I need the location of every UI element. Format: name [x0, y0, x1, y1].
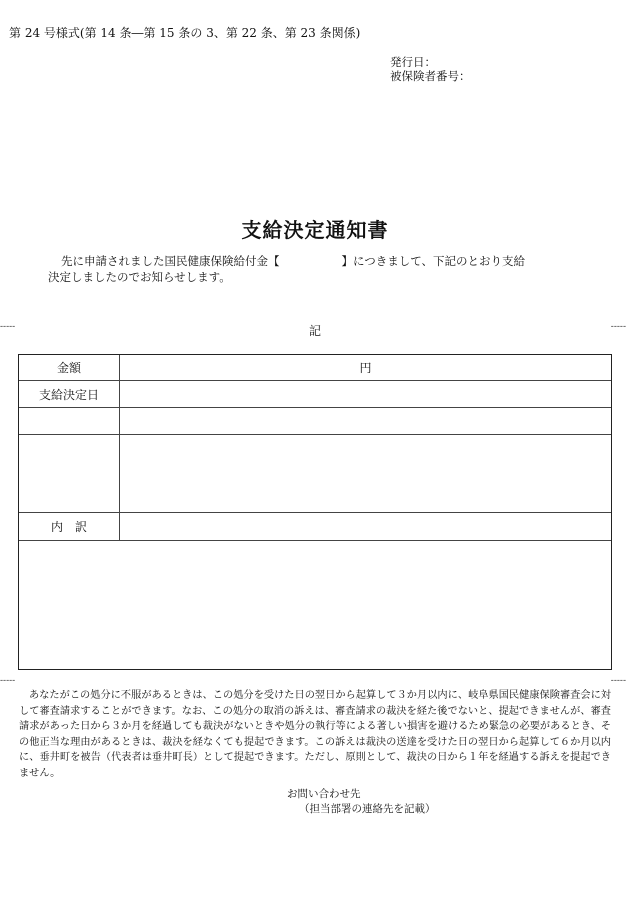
cut-mark-top-left: -----	[0, 322, 16, 332]
contact-block	[287, 787, 436, 817]
blank-value-2	[120, 435, 611, 512]
table-row-amount	[19, 355, 611, 381]
breakdown-detail-area	[19, 541, 611, 669]
table-row-decision-date	[19, 381, 611, 408]
issue-date-label: 発行日：	[390, 55, 436, 69]
amount-value: 円	[359, 361, 372, 375]
breakdown-label: 内 訳	[19, 513, 120, 540]
intro-line-2: 決定しましたのでお知らせします。	[48, 270, 231, 284]
decision-date-value	[120, 381, 611, 407]
ki-heading: 記	[308, 324, 321, 338]
breakdown-value	[120, 513, 611, 540]
blank-label-1	[19, 408, 120, 434]
intro-text	[48, 253, 588, 285]
intro-line-1-after: 】につきまして、下記のとおり支給	[341, 254, 526, 268]
cut-mark-top-right: -----	[610, 322, 626, 332]
detail-table	[18, 354, 612, 670]
document-title: 支給決定通知書	[241, 218, 389, 242]
contact-heading: お問い合わせ先	[287, 788, 361, 800]
decision-date-label: 支給決定日	[19, 381, 120, 407]
cut-mark-bottom-right: -----	[610, 676, 626, 686]
amount-label: 金額	[19, 355, 120, 380]
appeal-notice	[19, 688, 611, 782]
table-row-blank-1	[19, 408, 611, 435]
form-number: 第 24 号様式(第 14 条―第 15 条の 3、第 22 条、第 23 条関係)	[9, 26, 361, 40]
cut-mark-bottom-left: -----	[0, 676, 16, 686]
contact-sub: （担当部署の連絡先を記載）	[299, 803, 436, 815]
intro-line-1	[48, 253, 588, 269]
blank-value-1	[120, 408, 611, 434]
table-row-breakdown	[19, 513, 611, 541]
blank-label-2	[19, 435, 120, 512]
table-row-blank-2	[19, 435, 611, 513]
issue-meta	[390, 55, 471, 83]
insured-number-label: 被保険者番号：	[390, 69, 471, 83]
intro-line-1-before: 先に申請されました国民健康保険給付金【	[61, 254, 280, 268]
appeal-notice-text: あなたがこの処分に不服があるときは、この処分を受けた日の翌日から起算して３か月以内に、岐阜県国民健康保険審査会に対して審査請求することができます。なお、この処分の取消の訴えは、審査請求の裁決を経た後でないと、提起できませんが、審査請求があった日から３か月を経過しても裁決がないときや処分の執行等による著しい損害を避けるため緊急の必要があるとき、その他正当な理由があるときは、裁決を経なくても提起できます。この訴えは裁決の送達を受けた日の翌日から起算して６か月以内に、垂井町を被告（代表者は垂井町長）として提起できます。ただし、原則として、裁決の日から１年を経過する訴えを提起できません。	[19, 690, 611, 779]
